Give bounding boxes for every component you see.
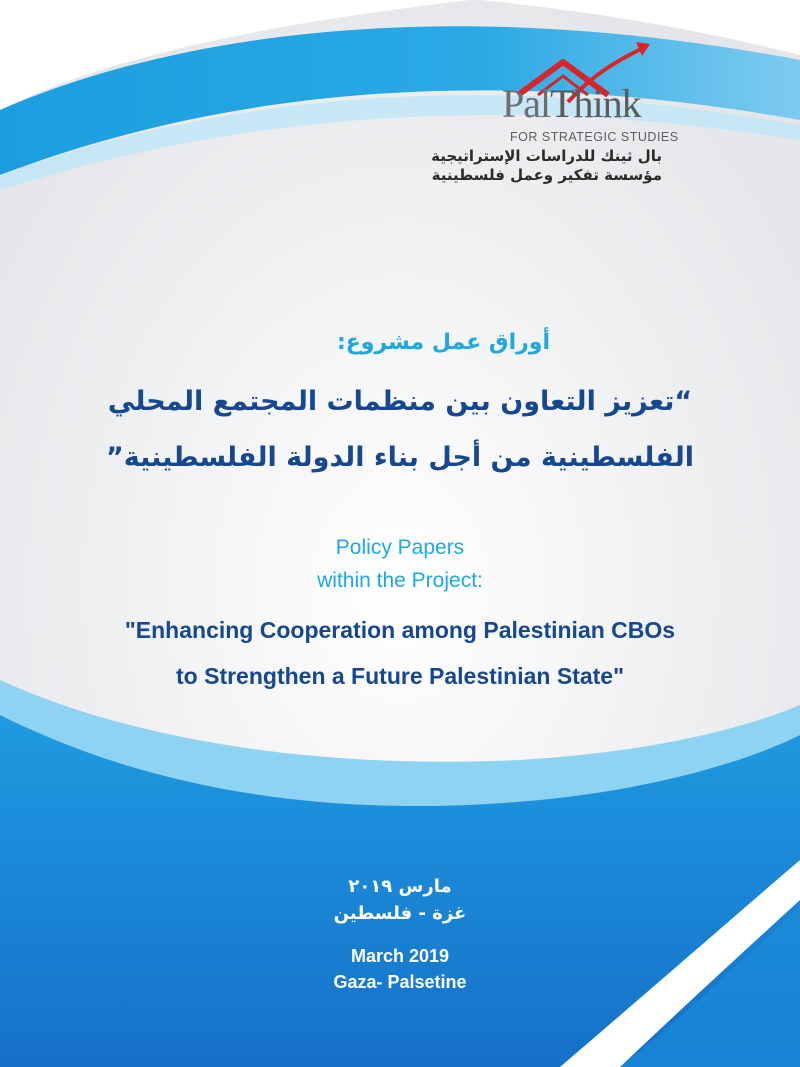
english-subtitle-line-1: Policy Papers [335,536,465,559]
logo-arabic-subtitle: مؤسسة تفكير وعمل فلسطينية [431,166,662,184]
logo-wordmark [502,81,641,126]
logo-word-think: Think [550,81,641,126]
english-date: March 2019 [350,946,450,966]
arabic-subtitle: أوراق عمل مشروع: [336,330,550,355]
logo-tagline: FOR STRATEGIC STUDIES [510,130,679,144]
arabic-date: مارس ٢٠١٩ [348,876,452,897]
logo-arabic-name: بال ثينك للدراسات الإستراتيجية [431,147,662,165]
english-place: Gaza- Palsetine [333,972,467,992]
english-subtitle-line-2: within the Project: [317,569,483,592]
arabic-title-line-2: الفلسطينية من أجل بناء الدولة الفلسطينية” [105,442,695,473]
palthink-logo [431,40,700,190]
arabic-title-line-1: “تعزيز التعاون بين منظمات المجتمع المحلي [107,386,693,417]
logo-word-pal: Pal [502,81,551,126]
english-title-line-1: "Enhancing Cooperation among Palestinian CBOs [124,617,676,643]
english-title-line-2: to Strengthen a Future Palestinian State" [176,663,624,689]
arabic-place: غزة - فلسطين [333,903,467,924]
